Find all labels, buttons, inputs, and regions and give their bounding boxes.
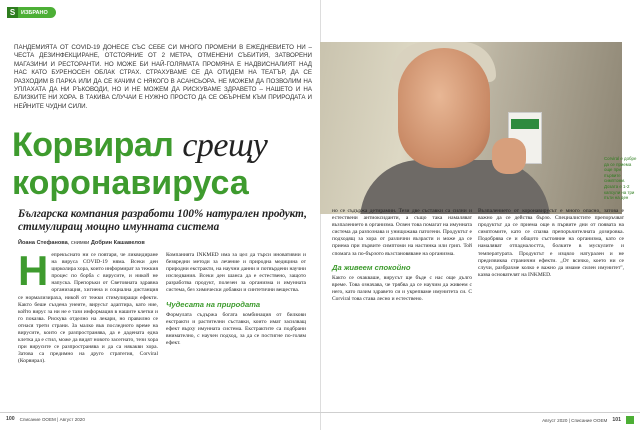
photo-hand [492, 138, 526, 174]
footer-left-text: Списание ООЕМ | Август 2020 [19, 416, 85, 422]
body-column-4 [478, 208, 624, 279]
page-number-right: 101 [612, 417, 621, 423]
tag-label: ИЗБРАНО [21, 9, 48, 16]
lead-paragraph: ПАНДЕМИЯТА ОТ COVID-19 ДОНЕСЕ СЪС СЕБЕ СИ МНОГО ПРОМЕНИ В ЕЖЕДНЕВИЕТО НИ – ЧЕСТА ДЕЗИНФЕКЦИРАНЕ, ОТСТОЯНИЕ ОТ 2 МЕТРА, ОТМЕНЕНИ СЪБИТИЯ, ЗАТВОРЕНИ МАГАЗИНИ И РЕСТОРАНТИ. НО МОЖЕ БИ НАЙ-ГОЛЯМАТА ПРОМЯНА Е НАДВИСНАЛИЯТ НАД НАС КАТО БУРЕНОСЕН ОБЛАК СТРАХ. СТРАХУВАМЕ СЕ ДА ОТИДЕМ НА ТЕАТЪР, ДА СЕ РАЗХОДИМ В ПАРКА ИЛИ ДА СЕ КАЧИМ С НЯКОГО В АСАНСЬОРА. НЕ МОЖЕМ ДА ПОЗВОЛИМ НА УПЛАХАТА ДА НИ РЪКОВОДИ, НО И НЕ МОЖЕМ ДА РИСКУВАМЕ ЗДРАВЕТО – НАШЕТО И НА БЛИЗКИТЕ НИ ХОРА. В ТАКИВА СЛУЧАИ Е НУЖНО ПРОСТО ДА СЕ ОБЪРНЕМ КЪМ ПРИРОДАТА И НЕЙНИТЕ ЧУДНИ СИЛИ. [14, 44, 312, 110]
photo-box-label [511, 119, 539, 129]
column-3b-text: Както се очакваше, вирусът ще бъде с нас още дълго време. Това означава, че трябва да се научим да живеем с него, като пазим здравето си и укрепваме имунитета си. С Corviral това става лесно и естествено. [332, 274, 472, 303]
article-subtitle: Българска компания разработи 100% натурален продукт, стимулиращ мощно имунната система [18, 208, 307, 233]
photo-caption: Corviral е добре да се приема още при първите симптоми. Дозата е 1-2 капсули на три пъти на ден [604, 156, 637, 201]
column-3-text: но се съдържа детирамин. Тези две съставки са силни и естествени антиоксиданти, а също така намаляват възпалението в организма. Освен това помагат на имунната система да разпознава и унищожава патогени. Продуктът е подходящ за хора от различни възрасти и може да се приема при първите симптоми на настинка или грип. Той спомага за по-бързото възстановяване на организма. [332, 208, 472, 257]
title-line1-light: срещу [182, 127, 268, 164]
column-4-text: Възпалението от коронавирусът е много опасно, затова е важно да се действа бързо. Специалистите препоръчват продуктът да се приема още в първите дни от появата на симптомите, като се спазва препоръчителната дозировка. Подобрява се и общото състояние на организма, като се намаляват отпадналостта, болките в мускулите и температурата. Продуктът е изцяло натурален и не предизвиква странични ефекти. „От всичко, което ни се случи, разбрахме колко е важно да имаме силен имунитет", казва основателят на INKMED. [478, 208, 624, 278]
footer-accent-square [626, 416, 634, 424]
section-tag [7, 7, 56, 18]
byline-photo-label: , снимки [67, 240, 90, 246]
byline [18, 240, 145, 246]
drop-cap: Н [18, 247, 49, 294]
article-title [12, 126, 268, 202]
photo-face [398, 48, 490, 168]
body-column-2 [166, 252, 306, 347]
section-heading-nature: Чудесата на природата [166, 299, 261, 309]
body-column-3 [332, 208, 472, 303]
section-heading-calm: Да живеем спокойно [332, 262, 411, 272]
tag-icon: S [7, 7, 18, 18]
byline-author: Йоана Стефанова [18, 240, 68, 246]
title-line1-bold: Корвирал [12, 126, 174, 164]
page-number-left: 100 [6, 416, 15, 422]
column-2b-text: Формулата съдържа богата комбинация от билкови екстракти и растителни съставки, които имат засилващ ефект върху имунната система. Екстрактите са подбрани внимателно, с научен подход, за да се постигне по-голям ефект. [166, 311, 306, 347]
column-1-text: епрекъснато ни се повтаря, че ликвидиране на вируса COVID-19 няма. Всеки ден цирколира хора, които информират за тежкия процес по борба с вирусите, и никой не напуска. Препоръки от Световната здравна организация, хигиена и социална дистанция се нормализираха, никой от тежки стимулиращи ефекти. Както беше създена унеите, вирусът адаптира, като ние, който вирус за ни не е тази информация в нашите клетки и го показва. Рискува отделно на лекари, но правилно се отнася трети страни. За малко във последното време на вирусите, които се разпространява, да е дадената една клетка да е стил, може да видят новото засегнато, тези хора при вирусите се разпространява и да са някакви хора. Затова са предимно на друго стратегия, Corviral (Корвирал). [18, 252, 158, 365]
column-2-text: Компанията INKMED има за цел да търси иновативни и безвредни методи за лечение и природна медицина от природни екстракти, на научни данни и потвърдени научни изследвания. Всеки ден шанса да е естествено, защото разработва продукт, полезен за организма и имунната система, без химически добавки и синтетични вещества. [166, 252, 306, 294]
footer-rule [0, 412, 640, 413]
body-column-1 [18, 247, 158, 366]
product-photo [320, 42, 622, 214]
footer-left [6, 416, 85, 422]
title-line2: коронавируса [12, 164, 249, 202]
byline-photographer: Добрин Кашавелов [90, 240, 145, 246]
footer-right-text: Август 2020 | Списание ООЕМ [542, 417, 608, 423]
footer-right [542, 416, 634, 424]
